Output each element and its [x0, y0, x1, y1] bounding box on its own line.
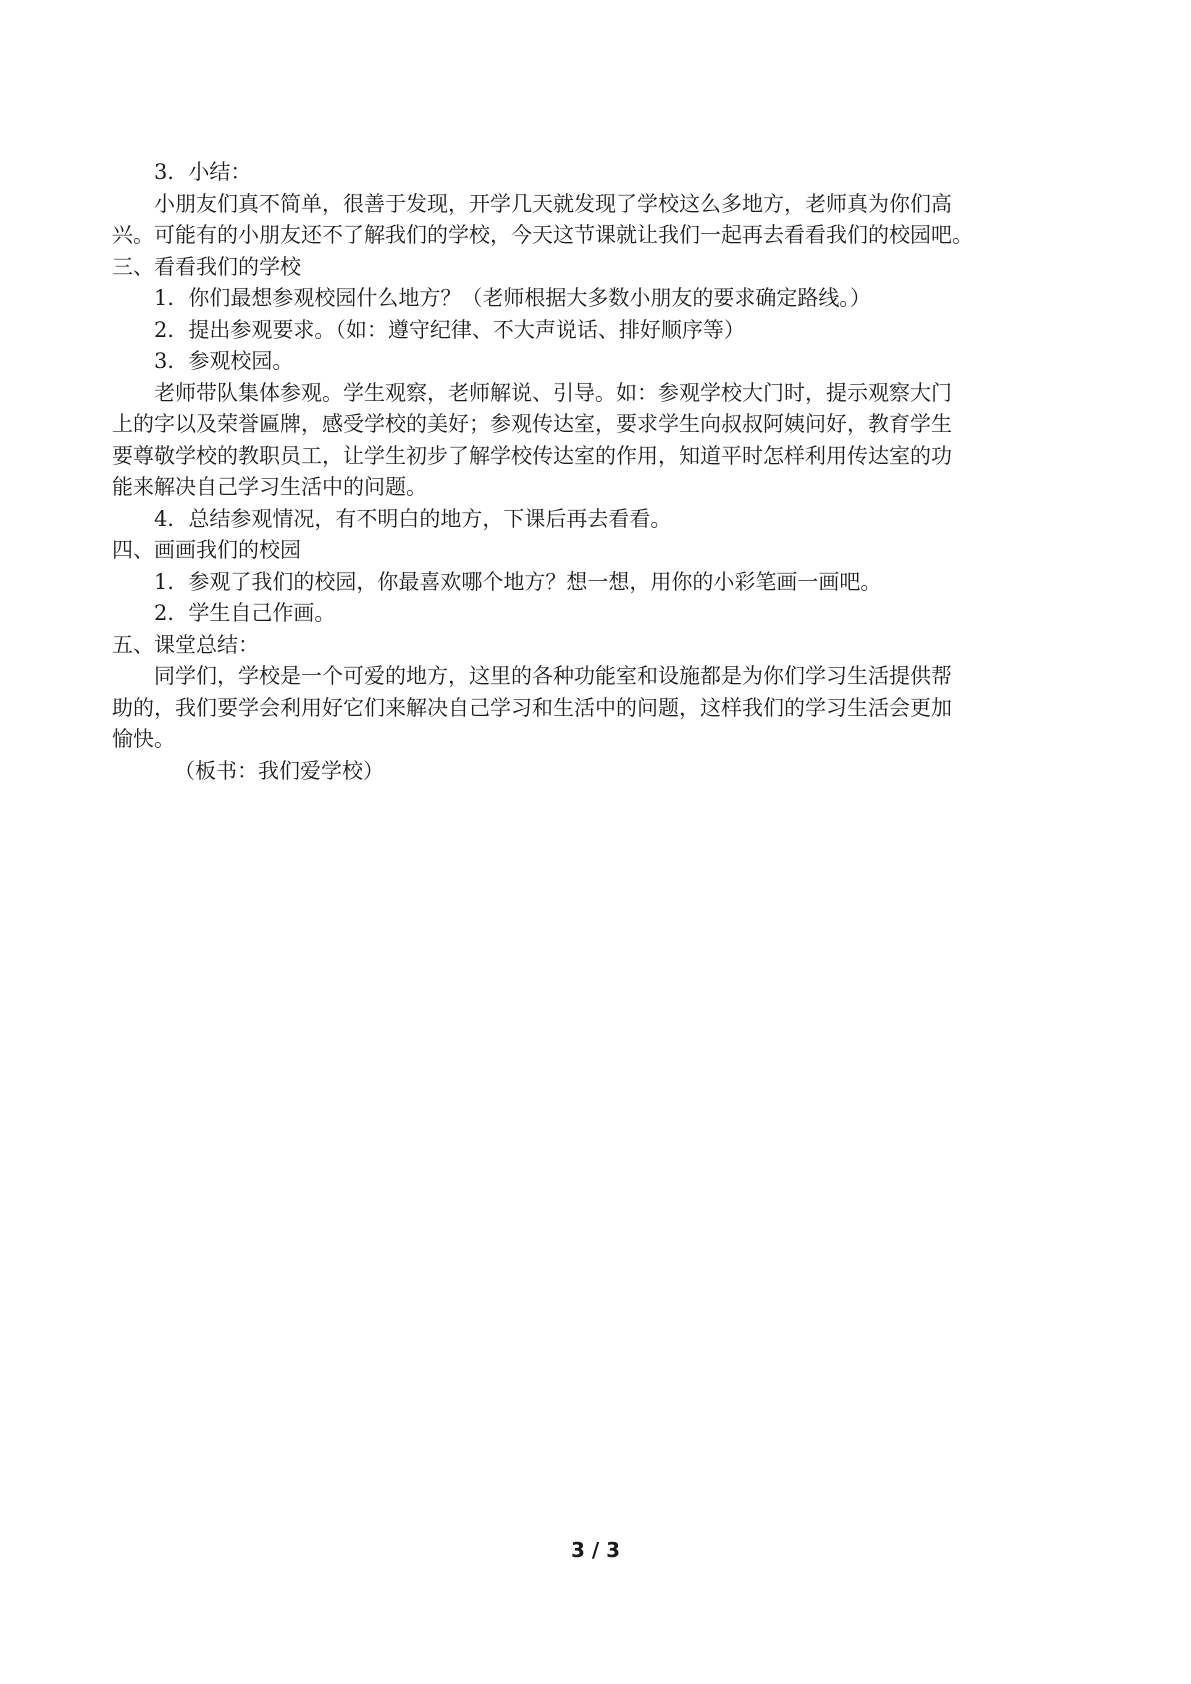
paragraph-line: 能来解决自己学习生活中的问题。: [112, 475, 427, 499]
paragraph-line: 愉快。: [112, 727, 175, 751]
paragraph-summary: [112, 189, 1092, 252]
list-item: 2．学生自己作画。: [154, 601, 336, 625]
paragraph-conclusion: [112, 661, 1092, 756]
paragraph-line: 助的，我们要学会利用好它们来解决自己学习和生活中的问题，这样我们的学习生活会更加: [112, 695, 952, 720]
paragraph-line: 小朋友们真不简单，很善于发现，开学几天就发现了学校这么多地方，老师真为你们高: [154, 191, 952, 216]
section-heading-5: 五、课堂总结：: [112, 632, 259, 657]
subheading-summary: 3．小结：: [154, 160, 252, 184]
paragraph-line: 同学们，学校是一个可爱的地方，这里的各种功能室和设施都是为你们学习生活提供帮: [154, 664, 952, 688]
list-item: 1．你们最想参观校园什么地方？（老师根据大多数小朋友的要求确定路线。）: [154, 286, 871, 310]
paragraph-visit: [112, 378, 1092, 504]
board-note: （板书：我们爱学校）: [174, 758, 384, 783]
list-item: 4．总结参观情况，有不明白的地方，下课后再去看看。: [154, 506, 672, 531]
list-item: 3．参观校园。: [154, 349, 294, 373]
page-number: 3 / 3: [570, 1538, 621, 1562]
list-item: 1．参观了我们的校园，你最喜欢哪个地方？想一想，用你的小彩笔画一画吧。: [154, 569, 882, 594]
section-heading-4: 四、画画我们的校园: [112, 538, 301, 562]
list-item: 2．提出参观要求。（如：遵守纪律、不大声说话、排好顺序等）: [154, 317, 745, 342]
paragraph-line: 要尊敬学校的教职员工，让学生初步了解学校传达室的作用，知道平时怎样利用传达室的功: [112, 443, 952, 468]
paragraph-line: 上的字以及荣誉匾牌，感受学校的美好；参观传达室，要求学生向叔叔阿姨问好，教育学生: [112, 412, 952, 436]
section-heading-3: 三、看看我们的学校: [112, 254, 301, 279]
document-body: [112, 157, 1092, 787]
paragraph-line: 兴。可能有的小朋友还不了解我们的学校，今天这节课就让我们一起再去看看我们的校园吧。: [112, 223, 973, 247]
paragraph-line: 老师带队集体参观。学生观察，老师解说、引导。如：参观学校大门时，提示观察大门: [154, 380, 952, 405]
